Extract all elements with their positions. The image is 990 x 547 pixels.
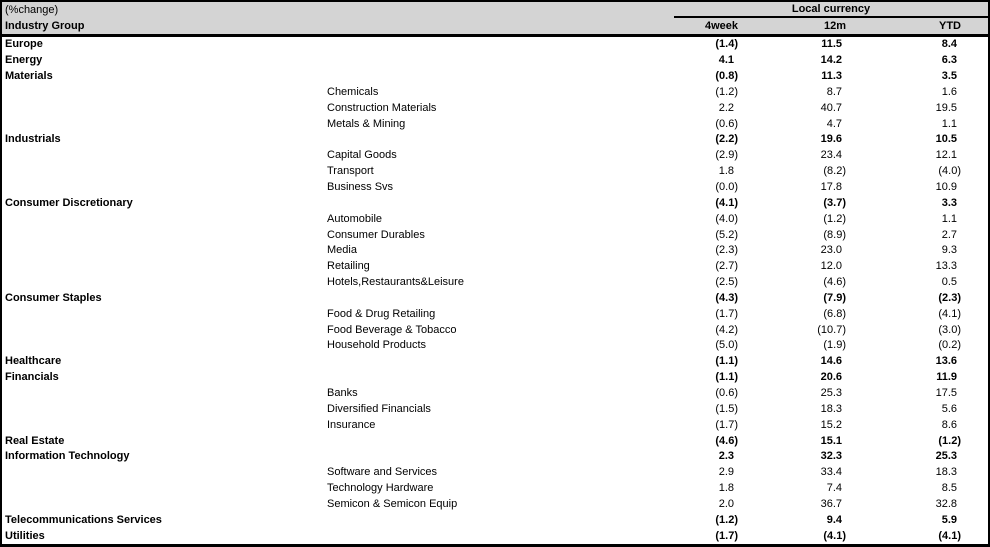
value-cell-12m: 15.1 — [820, 434, 842, 447]
value-cell-ytd: 5.6 — [941, 402, 957, 415]
value-cell-4week: 1.8 — [718, 482, 734, 495]
value-cell-12m: (3.7) — [823, 196, 846, 209]
value-cell-4week: (4.6) — [715, 434, 738, 447]
value-cell-4week: 2.2 — [718, 101, 734, 114]
table-row — [2, 164, 988, 180]
table-row — [2, 116, 988, 132]
industry-subgroup-label: Capital Goods — [327, 150, 397, 162]
value-cell-4week: (0.8) — [715, 70, 738, 83]
industry-subgroup-label: Consumer Durables — [327, 229, 425, 241]
value-cell-ytd: (1.2) — [938, 434, 961, 447]
value-cell-ytd: 1.1 — [941, 117, 957, 130]
industry-subgroup-label: Automobile — [327, 213, 383, 225]
value-cell-ytd: 10.9 — [935, 181, 957, 194]
value-cell-12m: 14.2 — [820, 54, 842, 67]
table-row — [2, 69, 988, 85]
table-row — [2, 512, 988, 528]
value-cell-12m: 23.0 — [820, 244, 842, 257]
industry-group-label: Industrials — [5, 134, 61, 146]
value-cell-ytd: 32.8 — [935, 497, 957, 510]
value-cell-12m: 4.7 — [826, 117, 842, 130]
value-cell-12m: (8.9) — [823, 228, 846, 241]
value-cell-12m: 19.6 — [820, 133, 842, 146]
value-cell-4week: 2.3 — [718, 450, 734, 463]
table-row — [2, 322, 988, 338]
table-row — [2, 449, 988, 465]
table-body — [2, 37, 988, 544]
value-cell-12m: 14.6 — [820, 355, 842, 368]
table-row — [2, 132, 988, 148]
value-cell-4week: (1.1) — [715, 355, 738, 368]
industry-subgroup-label: Transport — [327, 166, 374, 178]
value-cell-12m: 36.7 — [820, 497, 842, 510]
table-row — [2, 243, 988, 259]
value-cell-4week: (2.3) — [715, 244, 738, 257]
industry-group-label: Healthcare — [5, 356, 62, 368]
value-cell-12m: 7.4 — [826, 482, 842, 495]
industry-subgroup-label: Technology Hardware — [327, 483, 434, 495]
table-row — [2, 401, 988, 417]
table-row — [2, 259, 988, 275]
table-header — [2, 2, 988, 37]
value-cell-4week: (4.1) — [715, 196, 738, 209]
value-cell-ytd: 13.3 — [935, 260, 957, 273]
value-cell-4week: (0.0) — [715, 181, 738, 194]
value-cell-ytd: 2.7 — [941, 228, 957, 241]
value-cell-ytd: (2.3) — [938, 291, 961, 304]
value-cell-ytd: 19.5 — [935, 101, 957, 114]
industry-group-label: Europe — [5, 39, 43, 51]
industry-group-label: Real Estate — [5, 435, 65, 447]
value-cell-12m: (6.8) — [823, 307, 846, 320]
value-cell-ytd: 8.5 — [941, 482, 957, 495]
value-cell-ytd: 1.6 — [941, 85, 957, 98]
table-row — [2, 528, 988, 544]
table-row — [2, 465, 988, 481]
value-cell-4week: (2.9) — [715, 149, 738, 162]
header-row-top — [2, 2, 988, 18]
header-row-columns — [2, 18, 988, 34]
value-cell-4week: 2.9 — [718, 466, 734, 479]
value-cell-4week: (2.7) — [715, 260, 738, 273]
percent-change-label: (%change) — [5, 3, 59, 16]
table-row — [2, 370, 988, 386]
value-cell-ytd: 25.3 — [935, 450, 957, 463]
value-cell-12m: (10.7) — [817, 323, 846, 336]
value-cell-12m: (8.2) — [823, 165, 846, 178]
value-cell-ytd: 13.6 — [935, 355, 957, 368]
value-cell-4week: 2.0 — [718, 497, 734, 510]
value-cell-4week: (1.2) — [715, 85, 738, 98]
table-row — [2, 100, 988, 116]
value-cell-12m: (1.2) — [823, 212, 846, 225]
value-cell-4week: (0.6) — [715, 386, 738, 399]
value-cell-4week: (1.1) — [715, 371, 738, 384]
local-currency-header: Local currency — [674, 2, 988, 18]
column-header-4week: 4week — [704, 19, 738, 32]
value-cell-12m: (4.1) — [823, 529, 846, 542]
industry-group-label: Materials — [5, 71, 53, 83]
table-row — [2, 496, 988, 512]
table-row — [2, 37, 988, 53]
industry-subgroup-label: Diversified Financials — [327, 403, 431, 415]
value-cell-ytd: 9.3 — [941, 244, 957, 257]
value-cell-ytd: 3.5 — [941, 70, 957, 83]
value-cell-12m: 23.4 — [820, 149, 842, 162]
value-cell-4week: (5.0) — [715, 339, 738, 352]
industry-subgroup-label: Media — [327, 245, 357, 257]
column-header-12m: 12m — [823, 19, 846, 32]
table-row — [2, 275, 988, 291]
value-cell-12m: 20.6 — [820, 371, 842, 384]
industry-subgroup-label: Chemicals — [327, 86, 379, 98]
industry-group-label: Financials — [5, 372, 59, 384]
value-cell-ytd: 5.9 — [941, 513, 957, 526]
value-cell-ytd: 1.1 — [941, 212, 957, 225]
industry-subgroup-label: Insurance — [327, 419, 376, 431]
value-cell-ytd: 6.3 — [941, 54, 957, 67]
value-cell-12m: 17.8 — [820, 181, 842, 194]
industry-subgroup-label: Banks — [327, 387, 358, 399]
value-cell-ytd: (0.2) — [938, 339, 961, 352]
industry-group-label: Telecommunications Services — [5, 514, 162, 526]
value-cell-12m: 32.3 — [820, 450, 842, 463]
value-cell-ytd: 8.6 — [941, 418, 957, 431]
value-cell-4week: (1.5) — [715, 402, 738, 415]
industry-subgroup-label: Household Products — [327, 340, 427, 352]
industry-subgroup-label: Software and Services — [327, 467, 438, 479]
value-cell-ytd: 8.4 — [941, 38, 957, 51]
value-cell-ytd: (3.0) — [938, 323, 961, 336]
value-cell-ytd: 18.3 — [935, 466, 957, 479]
value-cell-ytd: 3.3 — [941, 196, 957, 209]
industry-subgroup-label: Food & Drug Retailing — [327, 308, 436, 320]
industry-group-label: Consumer Staples — [5, 292, 102, 304]
value-cell-ytd: (4.1) — [938, 307, 961, 320]
value-cell-4week: (1.7) — [715, 418, 738, 431]
industry-group-label: Energy — [5, 55, 43, 67]
column-header-ytd: YTD — [939, 19, 961, 32]
value-cell-4week: 1.8 — [718, 165, 734, 178]
table-row — [2, 417, 988, 433]
industry-subgroup-label: Metals & Mining — [327, 118, 406, 130]
value-cell-4week: (1.7) — [715, 529, 738, 542]
value-cell-ytd: 10.5 — [935, 133, 957, 146]
value-cell-4week: (0.6) — [715, 117, 738, 130]
value-cell-ytd: 0.5 — [941, 276, 957, 289]
value-cell-12m: 18.3 — [820, 402, 842, 415]
table-row — [2, 148, 988, 164]
value-cell-4week: (4.2) — [715, 323, 738, 336]
table-row — [2, 85, 988, 101]
value-cell-ytd: (4.1) — [938, 529, 961, 542]
table-row — [2, 481, 988, 497]
value-cell-12m: 12.0 — [820, 260, 842, 273]
value-cell-12m: (1.9) — [823, 339, 846, 352]
value-cell-4week: (1.4) — [715, 38, 738, 51]
table-row — [2, 195, 988, 211]
value-cell-ytd: 12.1 — [935, 149, 957, 162]
table-row — [2, 386, 988, 402]
table-row — [2, 180, 988, 196]
table-row — [2, 338, 988, 354]
value-cell-4week: (2.2) — [715, 133, 738, 146]
table-row — [2, 433, 988, 449]
value-cell-4week: (1.7) — [715, 307, 738, 320]
value-cell-12m: 25.3 — [820, 386, 842, 399]
table-row — [2, 227, 988, 243]
value-cell-4week: 4.1 — [718, 54, 734, 67]
value-cell-4week: (4.3) — [715, 291, 738, 304]
value-cell-12m: (7.9) — [823, 291, 846, 304]
industry-group-label: Utilities — [5, 530, 45, 542]
table-row — [2, 306, 988, 322]
value-cell-ytd: 17.5 — [935, 386, 957, 399]
value-cell-4week: (4.0) — [715, 212, 738, 225]
value-cell-12m: 9.4 — [826, 513, 842, 526]
value-cell-12m: 15.2 — [820, 418, 842, 431]
industry-subgroup-label: Hotels,Restaurants&Leisure — [327, 277, 464, 289]
industry-subgroup-label: Business Svs — [327, 182, 394, 194]
industry-subgroup-label: Semicon & Semicon Equip — [327, 498, 458, 510]
value-cell-12m: 11.3 — [821, 70, 842, 83]
industry-subgroup-label: Food Beverage & Tobacco — [327, 324, 457, 336]
table-row — [2, 291, 988, 307]
table-row — [2, 53, 988, 69]
industry-group-column-header: Industry Group — [5, 20, 85, 32]
value-cell-4week: (2.5) — [715, 276, 738, 289]
industry-subgroup-label: Construction Materials — [327, 102, 437, 114]
table-row — [2, 354, 988, 370]
industry-subgroup-label: Retailing — [327, 261, 370, 273]
value-cell-4week: (5.2) — [715, 228, 738, 241]
value-cell-ytd: 11.9 — [936, 371, 957, 384]
value-cell-12m: 8.7 — [826, 85, 842, 98]
value-cell-12m: 40.7 — [820, 101, 842, 114]
industry-group-label: Consumer Discretionary — [5, 197, 133, 209]
value-cell-12m: (4.6) — [823, 276, 846, 289]
table-row — [2, 211, 988, 227]
industry-group-label: Information Technology — [5, 451, 130, 463]
value-cell-ytd: (4.0) — [938, 165, 961, 178]
value-cell-12m: 11.5 — [821, 38, 842, 51]
value-cell-12m: 33.4 — [820, 466, 842, 479]
value-cell-4week: (1.2) — [715, 513, 738, 526]
